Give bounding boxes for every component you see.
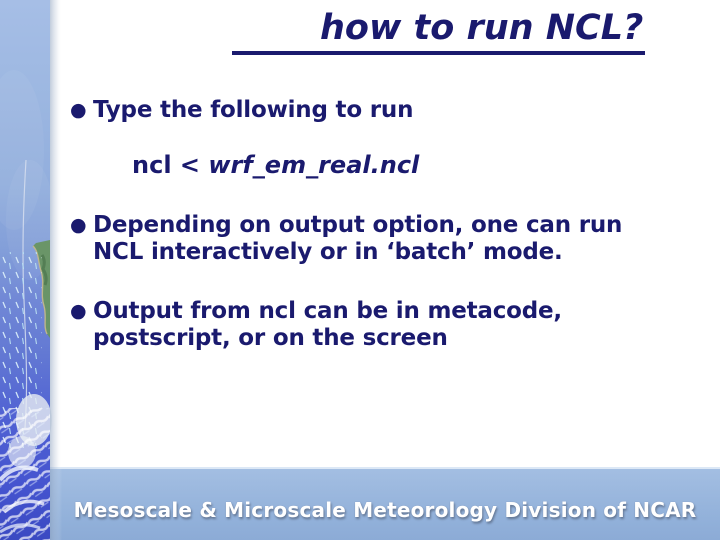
command-prefix: ncl <	[132, 151, 209, 179]
bullet-icon: ●	[70, 99, 87, 121]
bullet-text: Output from ncl can be in metacode,	[93, 298, 562, 324]
command-line	[132, 152, 419, 179]
bullet-item-output-option	[70, 212, 622, 266]
bullet-text: Depending on output option, one can run	[93, 212, 623, 238]
footer-bar	[50, 467, 720, 540]
bullet-icon: ●	[70, 214, 87, 236]
sidebar-edge-fade	[50, 0, 62, 540]
bullet-text: NCL interactively or in ‘batch’ mode.	[93, 239, 563, 265]
bullet-text: postscript, or on the screen	[93, 325, 448, 351]
slide-title: how to run NCL?	[232, 8, 645, 55]
footer-text: Mesoscale & Microscale Meteorology Division of NCAR	[73, 497, 697, 522]
bullet-item-type-to-run	[70, 97, 413, 124]
title-row	[232, 8, 645, 55]
sidebar-cloud-mass	[0, 394, 52, 540]
bullet-item-output-formats	[70, 298, 562, 352]
sidebar-weather-graphic	[0, 0, 62, 540]
command-script-name: wrf_em_real.ncl	[208, 151, 420, 179]
sidebar-image	[0, 0, 62, 540]
bullet-icon: ●	[70, 300, 87, 322]
bullet-text: Type the following to run	[93, 97, 414, 123]
